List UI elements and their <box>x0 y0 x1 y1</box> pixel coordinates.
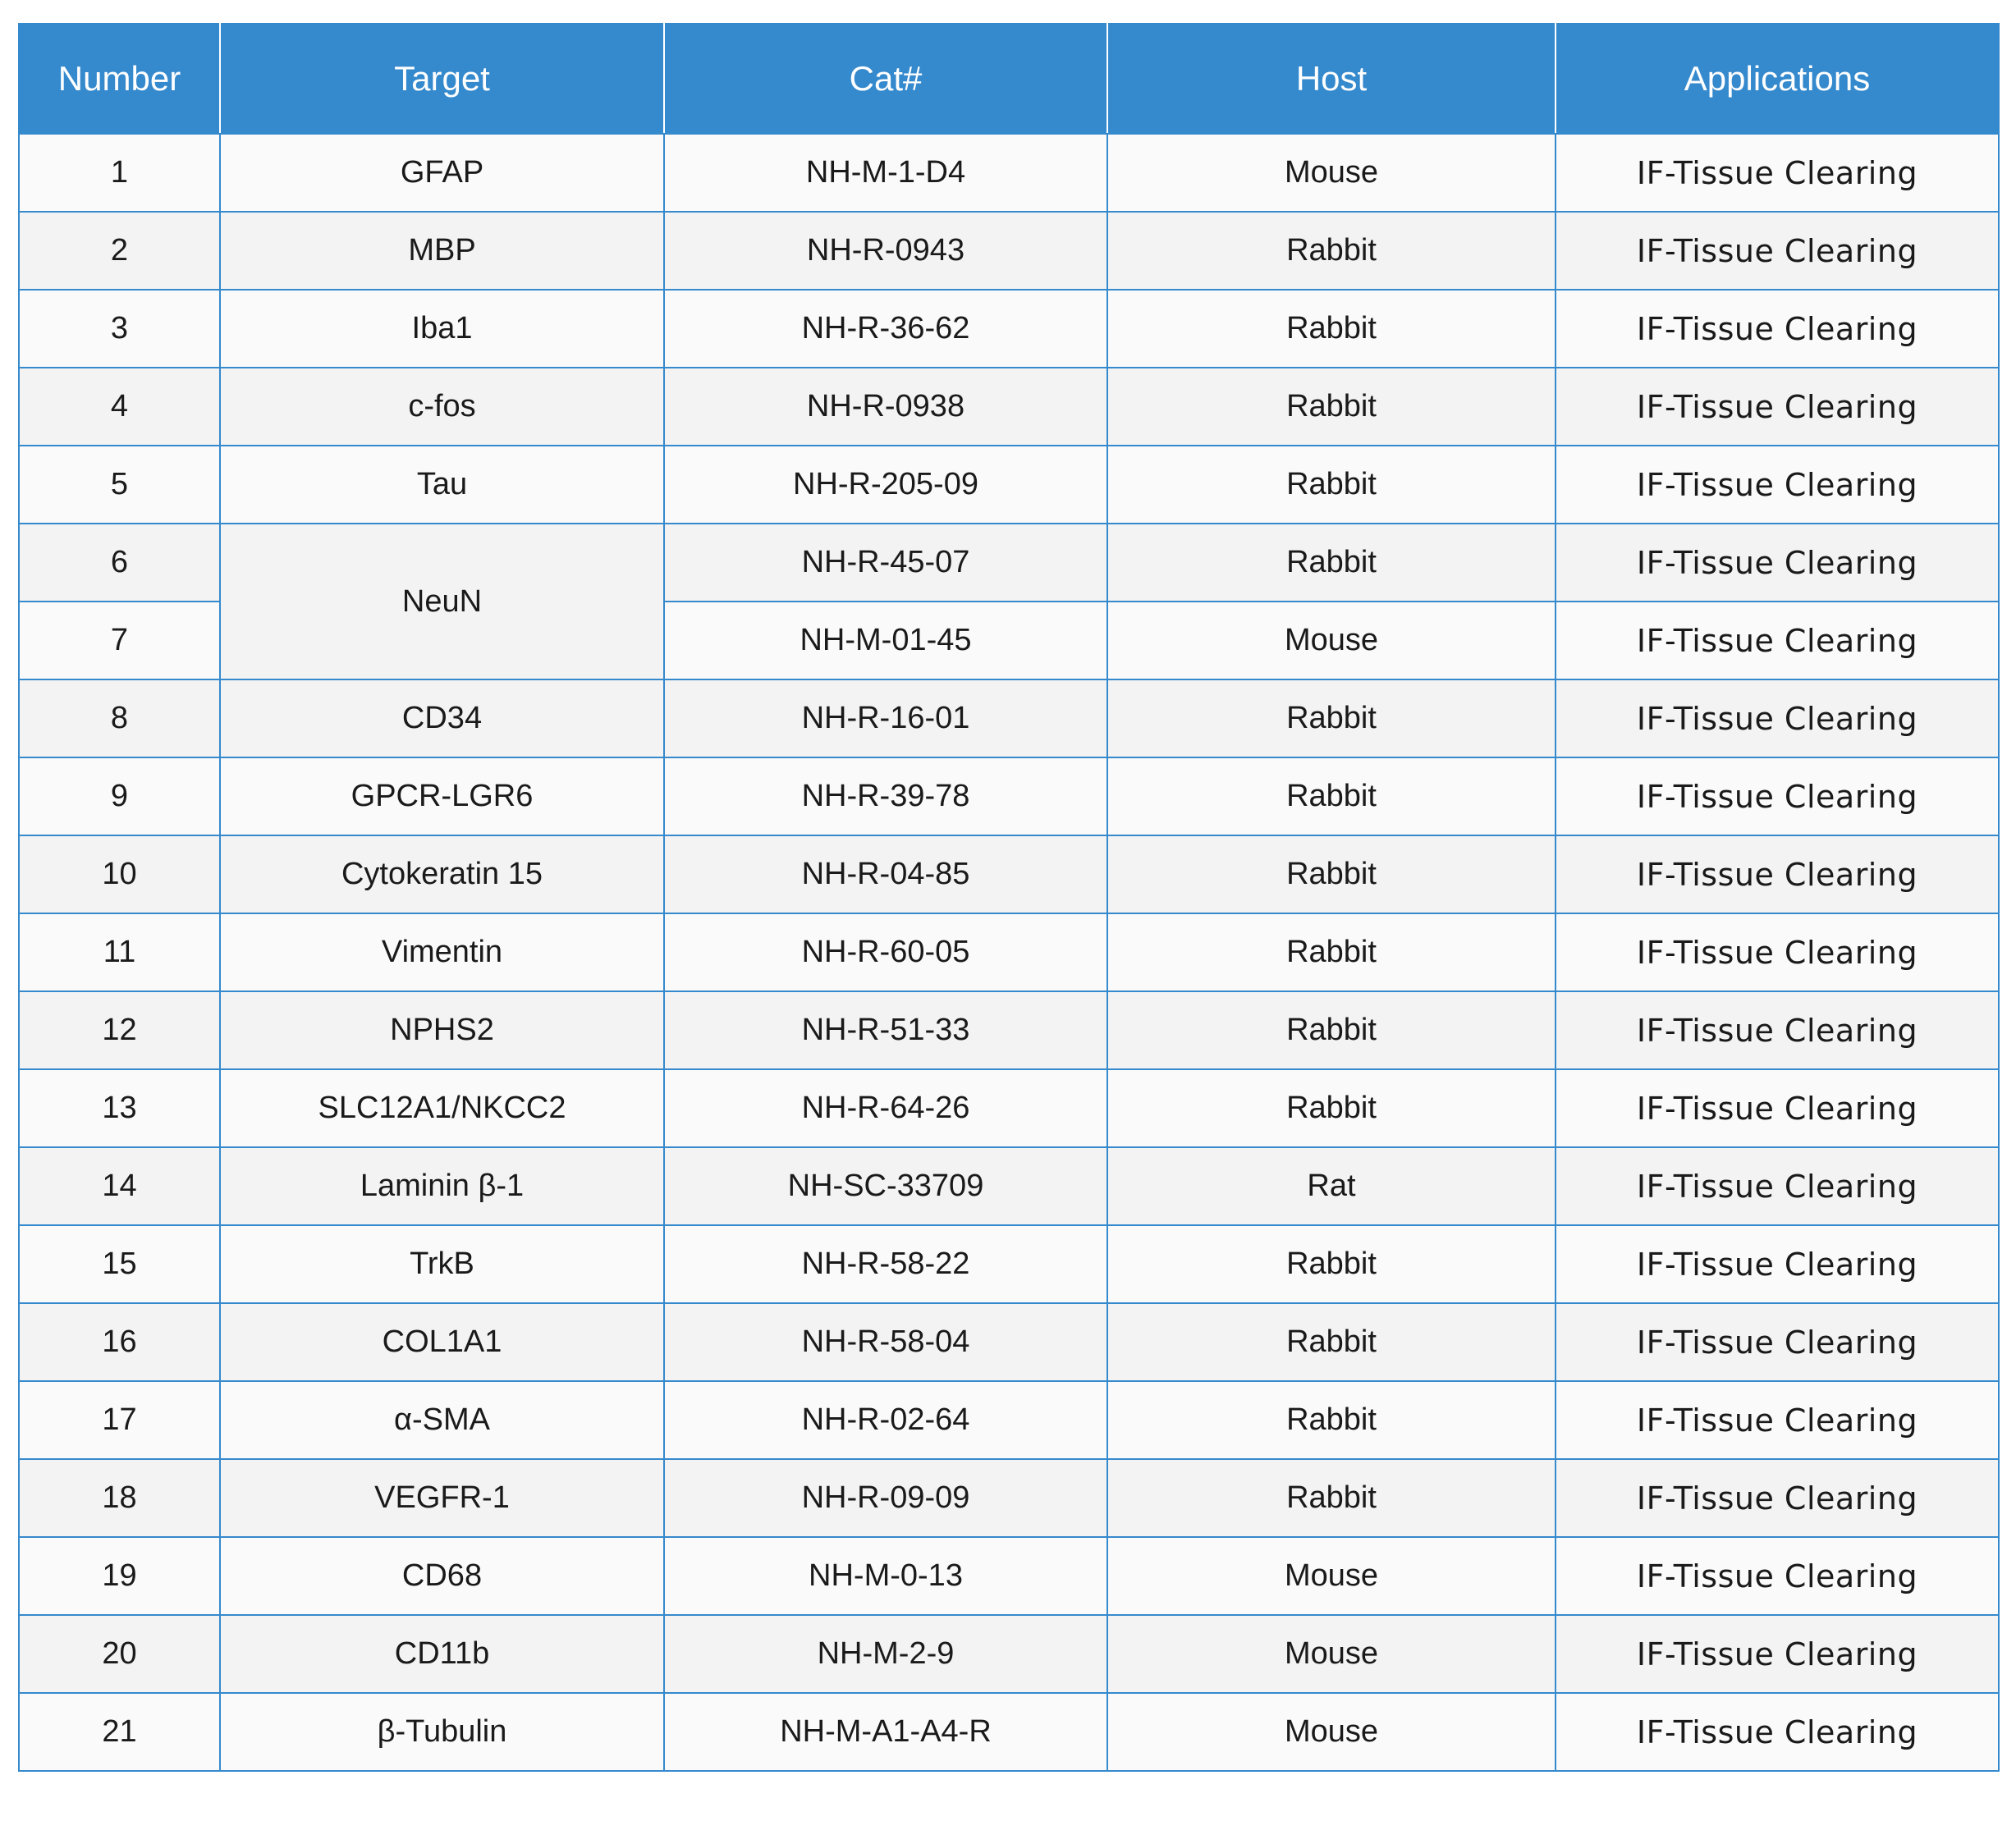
cell-host: Rabbit <box>1107 1381 1556 1459</box>
cell-cat: NH-R-205-09 <box>664 446 1107 524</box>
cell-target: CD11b <box>220 1615 664 1693</box>
cell-cat: NH-R-09-09 <box>664 1459 1107 1537</box>
table-row <box>19 1147 1999 1225</box>
cell-cat: NH-R-02-64 <box>664 1381 1107 1459</box>
cell-number: 19 <box>19 1537 220 1615</box>
header-cat: Cat# <box>664 24 1107 134</box>
cell-application: IF-Tissue Clearing <box>1556 524 1999 602</box>
cell-cat: NH-R-51-33 <box>664 991 1107 1069</box>
table-row <box>19 134 1999 212</box>
cell-target: β-Tubulin <box>220 1693 664 1771</box>
cell-target: Cytokeratin 15 <box>220 835 664 913</box>
cell-application: IF-Tissue Clearing <box>1556 1381 1999 1459</box>
cell-cat: NH-R-04-85 <box>664 835 1107 913</box>
table-row <box>19 1693 1999 1771</box>
cell-host: Rabbit <box>1107 679 1556 757</box>
cell-application: IF-Tissue Clearing <box>1556 1069 1999 1147</box>
cell-number: 3 <box>19 290 220 368</box>
cell-target: Tau <box>220 446 664 524</box>
cell-application: IF-Tissue Clearing <box>1556 212 1999 290</box>
cell-application: IF-Tissue Clearing <box>1556 1615 1999 1693</box>
cell-target: CD68 <box>220 1537 664 1615</box>
cell-host: Rabbit <box>1107 368 1556 446</box>
cell-target: SLC12A1/NKCC2 <box>220 1069 664 1147</box>
cell-target: c-fos <box>220 368 664 446</box>
cell-application: IF-Tissue Clearing <box>1556 1537 1999 1615</box>
cell-target: MBP <box>220 212 664 290</box>
cell-target: Iba1 <box>220 290 664 368</box>
cell-number: 21 <box>19 1693 220 1771</box>
table-row <box>19 991 1999 1069</box>
cell-cat: NH-SC-33709 <box>664 1147 1107 1225</box>
cell-host: Rabbit <box>1107 835 1556 913</box>
table-header <box>19 24 1999 134</box>
cell-host: Rabbit <box>1107 524 1556 602</box>
cell-number: 8 <box>19 679 220 757</box>
cell-host: Mouse <box>1107 602 1556 679</box>
cell-number: 15 <box>19 1225 220 1303</box>
header-target: Target <box>220 24 664 134</box>
cell-target: GPCR-LGR6 <box>220 757 664 835</box>
cell-cat: NH-M-01-45 <box>664 602 1107 679</box>
cell-target: VEGFR-1 <box>220 1459 664 1537</box>
table-row <box>19 1537 1999 1615</box>
table-row <box>19 913 1999 991</box>
cell-target: TrkB <box>220 1225 664 1303</box>
cell-number: 14 <box>19 1147 220 1225</box>
cell-application: IF-Tissue Clearing <box>1556 1459 1999 1537</box>
cell-target: GFAP <box>220 134 664 212</box>
table-row <box>19 1615 1999 1693</box>
table-row <box>19 757 1999 835</box>
cell-application: IF-Tissue Clearing <box>1556 1225 1999 1303</box>
cell-target: NeuN <box>220 524 664 679</box>
cell-host: Mouse <box>1107 1693 1556 1771</box>
cell-host: Rabbit <box>1107 446 1556 524</box>
cell-number: 4 <box>19 368 220 446</box>
cell-application: IF-Tissue Clearing <box>1556 368 1999 446</box>
cell-number: 2 <box>19 212 220 290</box>
table-row <box>19 1303 1999 1381</box>
cell-host: Mouse <box>1107 1537 1556 1615</box>
cell-number: 18 <box>19 1459 220 1537</box>
cell-host: Mouse <box>1107 1615 1556 1693</box>
header-row <box>19 24 1999 134</box>
cell-number: 7 <box>19 602 220 679</box>
table-row <box>19 212 1999 290</box>
cell-target: Vimentin <box>220 913 664 991</box>
cell-cat: NH-R-36-62 <box>664 290 1107 368</box>
cell-cat: NH-R-58-04 <box>664 1303 1107 1381</box>
table-row <box>19 835 1999 913</box>
cell-cat: NH-R-58-22 <box>664 1225 1107 1303</box>
cell-host: Rabbit <box>1107 991 1556 1069</box>
cell-cat: NH-R-0943 <box>664 212 1107 290</box>
cell-cat: NH-M-0-13 <box>664 1537 1107 1615</box>
header-number: Number <box>19 24 220 134</box>
cell-application: IF-Tissue Clearing <box>1556 679 1999 757</box>
cell-target: α-SMA <box>220 1381 664 1459</box>
cell-host: Rabbit <box>1107 1459 1556 1537</box>
header-host: Host <box>1107 24 1556 134</box>
cell-cat: NH-M-A1-A4-R <box>664 1693 1107 1771</box>
cell-application: IF-Tissue Clearing <box>1556 134 1999 212</box>
cell-number: 11 <box>19 913 220 991</box>
cell-application: IF-Tissue Clearing <box>1556 835 1999 913</box>
cell-application: IF-Tissue Clearing <box>1556 757 1999 835</box>
cell-number: 1 <box>19 134 220 212</box>
cell-target: NPHS2 <box>220 991 664 1069</box>
table-row <box>19 1225 1999 1303</box>
cell-number: 16 <box>19 1303 220 1381</box>
cell-application: IF-Tissue Clearing <box>1556 1147 1999 1225</box>
cell-cat: NH-M-1-D4 <box>664 134 1107 212</box>
cell-application: IF-Tissue Clearing <box>1556 1303 1999 1381</box>
cell-target: Laminin β-1 <box>220 1147 664 1225</box>
cell-target: COL1A1 <box>220 1303 664 1381</box>
cell-cat: NH-R-16-01 <box>664 679 1107 757</box>
cell-application: IF-Tissue Clearing <box>1556 991 1999 1069</box>
cell-number: 6 <box>19 524 220 602</box>
cell-host: Rabbit <box>1107 757 1556 835</box>
cell-host: Rat <box>1107 1147 1556 1225</box>
cell-application: IF-Tissue Clearing <box>1556 446 1999 524</box>
cell-number: 10 <box>19 835 220 913</box>
table-container <box>18 23 2000 1772</box>
cell-number: 5 <box>19 446 220 524</box>
cell-number: 9 <box>19 757 220 835</box>
cell-cat: NH-M-2-9 <box>664 1615 1107 1693</box>
cell-host: Rabbit <box>1107 1069 1556 1147</box>
table-row <box>19 446 1999 524</box>
table-row <box>19 1069 1999 1147</box>
cell-host: Rabbit <box>1107 913 1556 991</box>
cell-number: 17 <box>19 1381 220 1459</box>
cell-host: Mouse <box>1107 134 1556 212</box>
table-row <box>19 1459 1999 1537</box>
cell-number: 20 <box>19 1615 220 1693</box>
cell-application: IF-Tissue Clearing <box>1556 290 1999 368</box>
cell-number: 12 <box>19 991 220 1069</box>
cell-number: 13 <box>19 1069 220 1147</box>
table-row <box>19 368 1999 446</box>
table-row <box>19 1381 1999 1459</box>
cell-cat: NH-R-45-07 <box>664 524 1107 602</box>
cell-host: Rabbit <box>1107 1225 1556 1303</box>
cell-cat: NH-R-39-78 <box>664 757 1107 835</box>
cell-host: Rabbit <box>1107 1303 1556 1381</box>
cell-application: IF-Tissue Clearing <box>1556 913 1999 991</box>
table-row <box>19 290 1999 368</box>
antibody-table <box>18 23 2000 1772</box>
table-row <box>19 679 1999 757</box>
cell-cat: NH-R-60-05 <box>664 913 1107 991</box>
header-applications: Applications <box>1556 24 1999 134</box>
cell-application: IF-Tissue Clearing <box>1556 602 1999 679</box>
table-body <box>19 134 1999 1771</box>
cell-cat: NH-R-0938 <box>664 368 1107 446</box>
cell-host: Rabbit <box>1107 212 1556 290</box>
cell-host: Rabbit <box>1107 290 1556 368</box>
cell-application: IF-Tissue Clearing <box>1556 1693 1999 1771</box>
table-row <box>19 524 1999 602</box>
cell-cat: NH-R-64-26 <box>664 1069 1107 1147</box>
cell-target: CD34 <box>220 679 664 757</box>
